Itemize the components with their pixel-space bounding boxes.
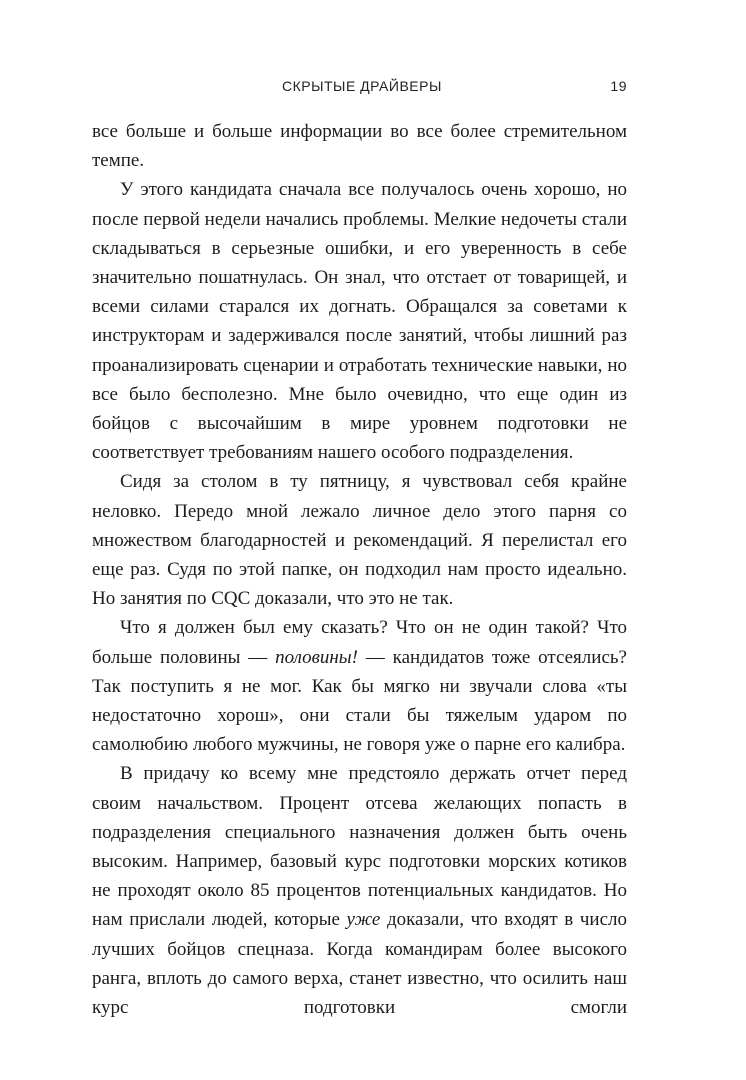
paragraph-4 [92, 613, 627, 759]
paragraph-2 [92, 175, 627, 467]
paragraph-5 [92, 759, 627, 1022]
paragraph-text: доказали, что входят в число лучших бойцов спецназа. Когда командирам более высокого ранга, вплоть до самого верха, станет известно, что осилить наш курс подготовки смогли [92, 909, 627, 1019]
paragraph-text: все больше и больше информации во все более стремительном темпе. [92, 121, 627, 172]
page-number: 19 [610, 78, 627, 94]
paragraph-1 [92, 117, 627, 175]
body-text [92, 117, 627, 1022]
running-title: СКРЫТЫЕ ДРАЙВЕРЫ [282, 78, 442, 94]
paragraph-text: В придачу ко всему мне предстояло держать отчет перед своим начальством. Процент отсева желающих попасть в подразделения специального назначения должен быть очень высоким. Например, базовый курс подготовки морских котиков не проходят около 85 процентов потенциальных кандидатов. Но нам прислали людей, которые [92, 763, 627, 931]
paragraph-text: У этого кандидата сначала все получалось очень хорошо, но после первой недели начались проблемы. Мелкие недочеты стали складываться в серьезные ошибки, и его уверенность в себе значительно пошатнулась. Он знал, что отстает от товарищей, и всеми силами старался их догнать. Обращался за советами к инструкторам и задерживался после занятий, чтобы лишний раз проанализировать сценарии и отработать технические навыки, но все было бесполезно. Мне было очевидно, что еще один из бойцов с высочайшим в мире уровнем подготовки не соответствует требованиям нашего особого подразделения. [92, 179, 627, 464]
paragraph-text: Сидя за столом в ту пятницу, я чувствовал себя крайне неловко. Передо мной лежало личное дело этого парня со множеством благодарностей и рекомендаций. Я перелистал его еще раз. Судя по этой папке, он подходил нам просто идеально. Но занятия по CQC доказали, что это не так. [92, 471, 627, 610]
paragraph-3 [92, 467, 627, 613]
emphasis-text: половины! [275, 646, 358, 668]
page-header [92, 78, 627, 98]
paragraph-text: — кандидатов тоже отсеялись? Так поступить я не мог. Как бы мягко ни звучали слова «ты недостаточно хорош», они стали бы тяжелым ударом по самолюбию любого мужчины, не говоря уже о парне его калибра. [92, 646, 627, 756]
paragraph-text: Что я должен был ему сказать? Что он не один такой? Что больше половины — [92, 617, 627, 668]
emphasis-text: уже [346, 909, 381, 931]
